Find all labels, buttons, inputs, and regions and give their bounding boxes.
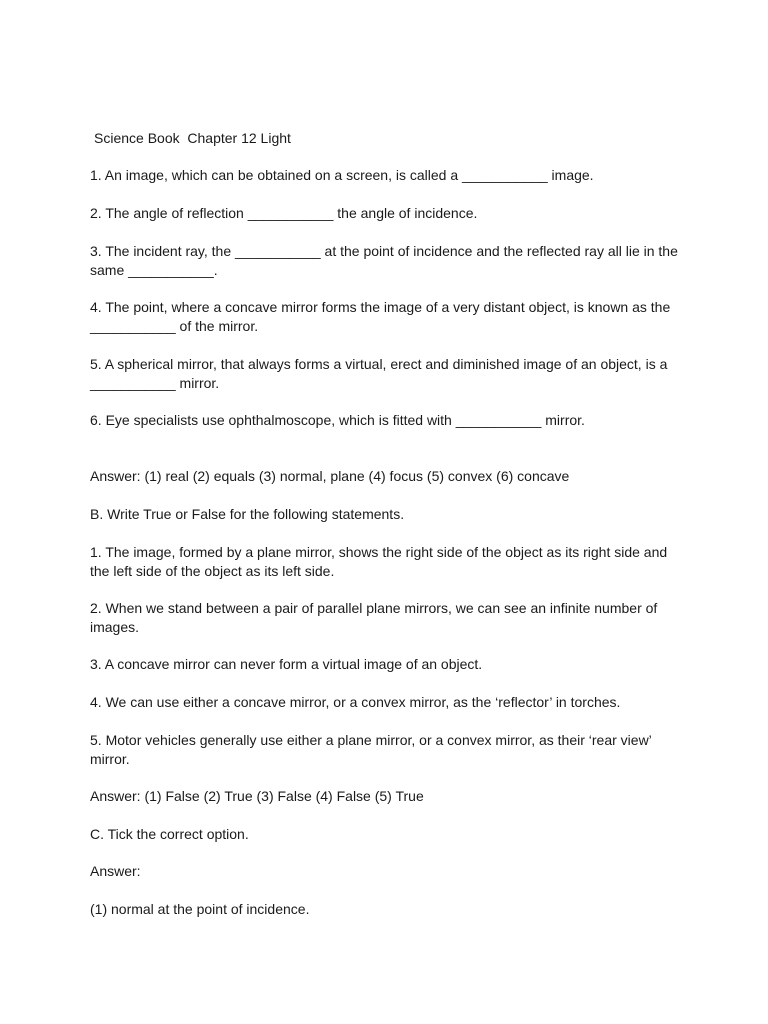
fill-blank-question-6: 6. Eye specialists use ophthalmoscope, which is fitted with ___________ mirror.: [90, 412, 585, 428]
fill-blank-question-5: 5. A spherical mirror, that always forms a virtual, erect and diminished image of an object, is a ___________ mirror.: [90, 356, 672, 391]
fill-blank-answer: Answer: (1) real (2) equals (3) normal, plane (4) focus (5) convex (6) concave: [90, 468, 570, 484]
true-false-question-2: 2. When we stand between a pair of parallel plane mirrors, we can see an infinite number of images.: [90, 600, 662, 635]
document-title: Science Book Chapter 12 Light: [94, 130, 291, 146]
true-false-question-3: 3. A concave mirror can never form a virtual image of an object.: [90, 656, 483, 672]
fill-blank-question-1: 1. An image, which can be obtained on a screen, is called a ___________ image.: [90, 167, 594, 183]
true-false-question-1: 1. The image, formed by a plane mirror, shows the right side of the object as its right side and the left side of the object as its left side.: [90, 544, 672, 579]
fill-blank-question-3: 3. The incident ray, the ___________ at the point of incidence and the reflected ray all lie in the same ___________.: [90, 243, 682, 278]
true-false-answer: Answer: (1) False (2) True (3) False (4) False (5) True: [90, 788, 424, 804]
fill-blank-question-4: 4. The point, where a concave mirror forms the image of a very distant object, is known as the ___________ of the mirror.: [90, 299, 675, 334]
tick-option-answer-1: (1) normal at the point of incidence.: [90, 901, 310, 917]
true-false-heading: B. Write True or False for the following statements.: [90, 506, 405, 522]
tick-option-answer-label: Answer:: [90, 863, 141, 879]
true-false-question-4: 4. We can use either a concave mirror, or a convex mirror, as the ‘reflector’ in torches.: [90, 694, 621, 710]
true-false-question-5: 5. Motor vehicles generally use either a plane mirror, or a convex mirror, as their ‘rear view’ mirror.: [90, 732, 656, 767]
tick-option-heading: C. Tick the correct option.: [90, 826, 249, 842]
fill-blank-question-2: 2. The angle of reflection ___________ the angle of incidence.: [90, 205, 478, 221]
